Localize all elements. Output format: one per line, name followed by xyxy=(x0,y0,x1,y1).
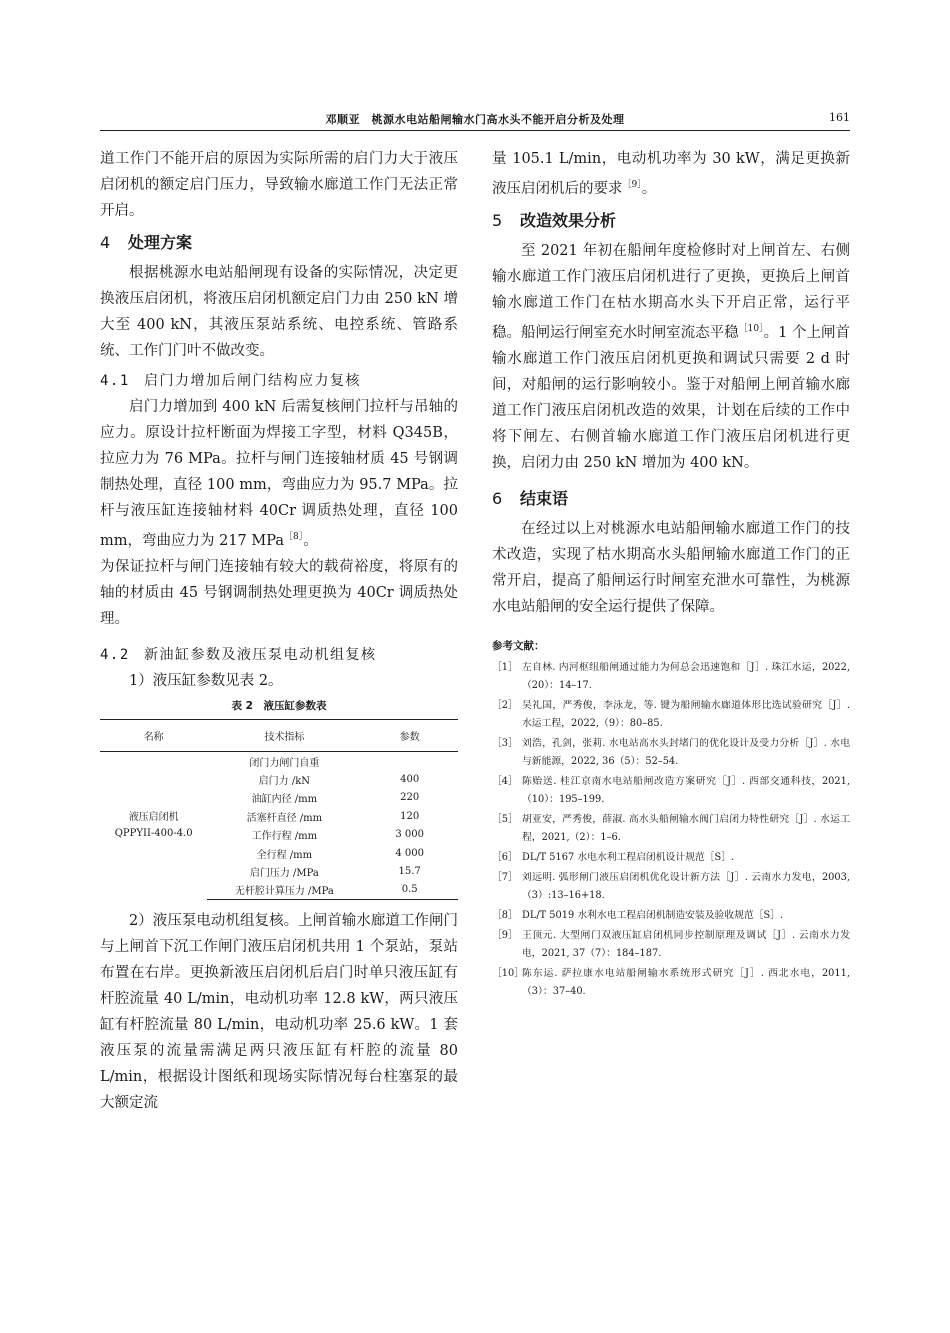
reference-item xyxy=(492,965,850,1001)
table-cell-spec: 工作行程 /mm xyxy=(251,831,318,843)
reference-number: ［9］ xyxy=(492,930,518,941)
reference-text: 左自林. 内河枢纽船闸通过能力为何总会迅速饱和［J］. 珠江水运，2022,（20）：14–17. xyxy=(522,662,850,691)
table-cell-value: 0.5 xyxy=(361,881,458,900)
table-caption: 表 2 液压缸参数表 xyxy=(231,700,327,712)
table-cell-value xyxy=(361,752,458,771)
section-number: 5 xyxy=(492,211,503,230)
left-column xyxy=(100,146,458,1116)
table-header-row xyxy=(100,720,458,752)
reference-item xyxy=(492,849,850,867)
table-cell-value: 3 000 xyxy=(395,829,424,841)
reference-text: 吴礼国，严秀俊，李泳龙，等. 键为船闸输水廊道体形比选试验研究［J］. 水运工程，2022,（9）：80–85. xyxy=(522,700,850,729)
citation-9[interactable]: ［9］ xyxy=(622,180,642,190)
paragraph-4-1-a xyxy=(100,394,458,554)
paragraph-intro: 道工作门不能开启的原因为实际所需的启门力大于液压启闭机的额定启门压力，导致输水廊道工作门无法正常开启。 xyxy=(100,151,458,219)
section-number: 4 xyxy=(100,233,111,252)
table-cell-value: 4 000 xyxy=(395,847,424,859)
section-title: 处理方案 xyxy=(128,233,193,252)
paragraph-4-2-a: 1）液压缸参数见表 2。 xyxy=(129,673,283,689)
subsection-title: 新油缸参数及液压泵电动机组复核 xyxy=(144,647,377,663)
reference-item xyxy=(492,697,850,733)
subsection-number: 4.2 xyxy=(100,647,130,663)
reference-number: ［4］ xyxy=(492,776,518,787)
table-cell-value: 15.7 xyxy=(398,866,421,878)
reference-text: 刘远明. 弧形闸门液压启闭机优化设计新方法［J］. 云南水力发电，2003,（3）:13–16+18. xyxy=(522,872,850,901)
right-column xyxy=(492,146,850,1003)
reference-text: 刘浩，孔剑，张莉. 水电站高水头封堵门的优化设计及受力分析［J］. 水电与新能源，2022, 36（5）：52–54. xyxy=(522,738,850,767)
paragraph-section-6: 在经过以上对桃源水电站船闸输水廊道工作门的技术改造，实现了枯水期高水头船闸输水廊道工作门的正常开启，提高了船闸运行时闸室充泄水可靠性，为桃源水电站船闸的安全运行提供了保障。 xyxy=(492,521,850,615)
reference-number: ［5］ xyxy=(492,814,518,825)
subsection-4-1-heading xyxy=(100,368,458,394)
table-cell-value: 400 xyxy=(400,774,420,786)
table-cell-spec: 活塞杆直径 /mm xyxy=(246,812,323,824)
table-cell-spec: 闭门力闸门自重 xyxy=(249,757,320,769)
section-title: 结束语 xyxy=(520,489,569,508)
table-cell-spec: 无杆腔计算压力 /MPa xyxy=(207,881,361,900)
table-cell-spec: 油缸内径 /mm xyxy=(251,794,318,806)
reference-text: 王顶元. 大型闸门双液压缸启闭机同步控制原理及调试［J］. 云南水力发电，2021, 37（7）：184–187. xyxy=(522,930,850,959)
table-row xyxy=(100,752,458,771)
paragraph-text: 量 105.1 L/min，电动机功率为 30 kW，满足更换新液压启闭机后的要求 xyxy=(492,151,850,197)
reference-text: DL/T 5019 水利水电工程启闭机制造安装及验收规范［S］. xyxy=(522,910,784,921)
reference-text: DL/T 5167 水电水利工程启闭机设计规范［S］. xyxy=(522,852,735,863)
paragraph-text: 启门力增加到 400 kN 后需复核闸门拉杆与吊轴的应力。原设计拉杆断面为焊接工字型，材料 Q345B，拉应力为 76 MPa。拉杆与闸门连接轴材质 45 号钢调制热处理，直径 100 mm，弯曲应力为 95.7 MPa。拉杆与液压缸连接轴材料 40Cr 调质热处理，直径 100 mm，弯曲应力为 217 MPa xyxy=(100,399,458,549)
paragraph-text: 至 2021 年初在船闸年度检修时对上闸首左、右侧输水廊道工作门液压启闭机进行了更换，更换后上闸首输水廊道工作门在枯水期高水头下开启正常，运行平稳。船闸运行闸室充水时闸室流态平稳 xyxy=(492,243,850,341)
reference-number: ［7］ xyxy=(492,872,518,883)
section-title: 改造效果分析 xyxy=(520,211,617,230)
table-header-value: 参数 xyxy=(361,720,458,752)
reference-item xyxy=(492,811,850,847)
paragraph-text-end: 。 xyxy=(641,181,657,197)
reference-number: ［2］ xyxy=(492,700,518,711)
citation-8[interactable]: ［8］ xyxy=(284,532,304,542)
table-cell-value: 220 xyxy=(400,792,420,804)
reference-item xyxy=(492,659,850,695)
running-header xyxy=(100,108,850,131)
subsection-title: 启门力增加后闸门结构应力复核 xyxy=(144,373,361,389)
equipment-name: 液压启闭机 xyxy=(128,811,179,823)
reference-text: 陈东运. 萨拉康水电站船闸输水系统形式研究［J］. 西北水电，2011,（3）：37–40. xyxy=(522,968,850,997)
paragraph-4-1-b: 为保证拉杆与闸门连接轴有较大的载荷裕度，将原有的轴的材质由 45 号钢调制热处理更换为 40Cr 调质热处理。 xyxy=(100,559,458,627)
reference-item xyxy=(492,773,850,809)
section-4-heading xyxy=(100,230,458,256)
table-cell-spec: 全行程 /mm xyxy=(256,849,313,861)
table-cell-value: 120 xyxy=(400,810,420,822)
reference-text: 胡亚安，严秀俊，薛淑. 高水头船闸输水阀门启闭力特性研究［J］. 水运工程，2021,（2）：1–6. xyxy=(522,814,850,843)
subsection-number: 4.1 xyxy=(100,373,130,389)
page-number: 161 xyxy=(829,111,850,124)
paragraph-text-end: 。1 个上闸首输水廊道工作门液压启闭机更换和调试只需要 2 d 时间，对船闸的运行影响较小。鉴于对船闸上闸首输水廊道工作门液压启闭机改造的效果，计划在后续的工作中将下闸左、右侧首输水廊道工作门液压启闭机进行更换，启闭力由 250 kN 增加为 400 kN。 xyxy=(492,325,850,471)
header-title: 邓顺亚 桃源水电站船闸输水门高水头不能开启分析及处理 xyxy=(325,113,625,126)
table-header-name: 名称 xyxy=(100,720,207,752)
reference-number: ［10］ xyxy=(492,968,525,979)
reference-number: ［3］ xyxy=(492,738,518,749)
paragraph-section-5 xyxy=(492,238,850,476)
table-cell-name xyxy=(100,752,207,900)
reference-number: ［1］ xyxy=(492,662,518,673)
table-header-spec: 技术指标 xyxy=(207,720,361,752)
subsection-4-2-heading xyxy=(100,642,458,668)
reference-item xyxy=(492,869,850,905)
reference-item xyxy=(492,927,850,963)
reference-number: ［6］ xyxy=(492,852,518,863)
paragraph-text-end: 。 xyxy=(303,533,318,549)
citation-10[interactable]: ［10］ xyxy=(738,324,764,334)
paragraph-section-4: 根据桃源水电站船闸现有设备的实际情况，决定更换液压启闭机，将液压启闭机额定启门力由 250 kN 增大至 400 kN，其液压泵站系统、电控系统、管路系统、工作门门叶不做改变。 xyxy=(100,265,458,359)
paragraph-continued xyxy=(492,146,850,202)
reference-number: ［8］ xyxy=(492,910,518,921)
table-cell-spec: 启门力 /kN xyxy=(258,776,311,788)
paragraph-4-2-b: 2）液压泵电动机组复核。上闸首输水廊道工作闸门与上闸首下沉工作闸门液压启闭机共用 1 个泵站，泵站布置在右岸。更换新液压启闭机后启门时单只液压缸有杆腔流量 40 L/min，电动机功率 12.8 kW，两只液压缸有杆腔流量 80 L/min，电动机功率 25.6 kW。1 套液压泵的流量需满足两只液压缸有杆腔的流量 80 L/min，根据设计图纸和现场实际情况每台柱塞泵的最大额定流 xyxy=(100,913,458,1112)
reference-text: 陈贻送. 桂江京南水电站船闸改造方案研究［J］. 西部交通科技，2021,（10）：195–199. xyxy=(522,776,850,805)
reference-item xyxy=(492,735,850,771)
table-cell-spec: 启门压力 /MPa xyxy=(249,868,319,880)
reference-item xyxy=(492,907,850,925)
references-list xyxy=(492,659,850,1001)
section-6-heading xyxy=(492,486,850,512)
section-number: 6 xyxy=(492,489,503,508)
section-5-heading xyxy=(492,208,850,234)
references-heading: 参考文献： xyxy=(492,640,545,652)
hydraulic-cylinder-table xyxy=(100,719,458,900)
equipment-model: QPPYII-400-4.0 xyxy=(114,827,193,839)
